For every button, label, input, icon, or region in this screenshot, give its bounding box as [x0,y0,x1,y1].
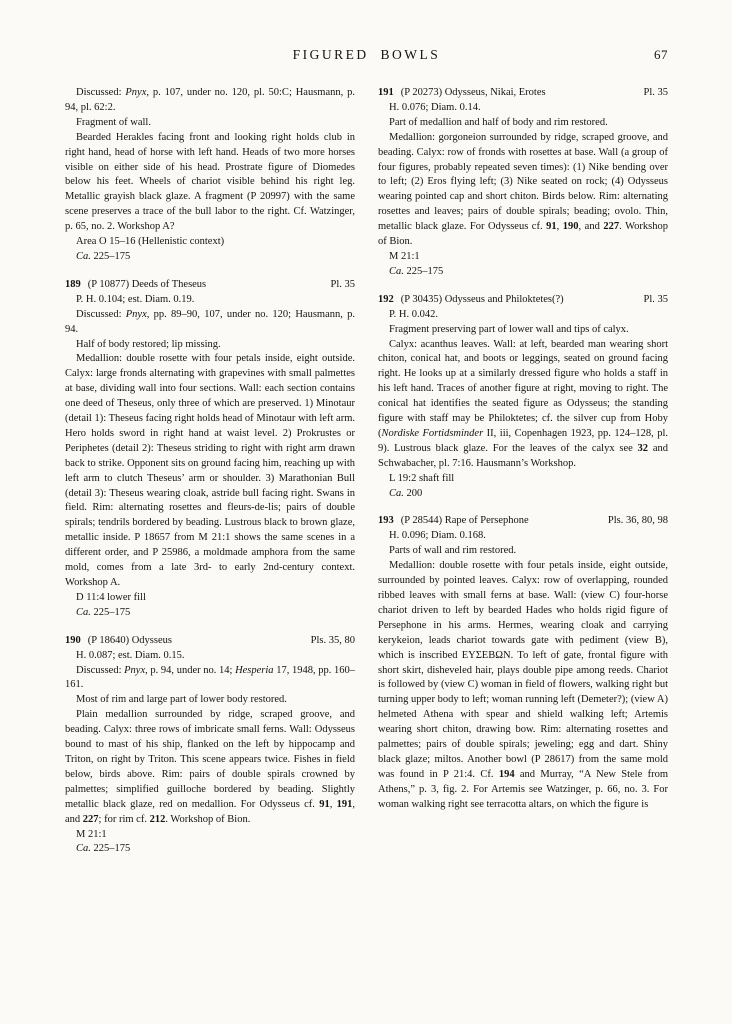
page-number: 67 [654,47,668,62]
bold-cross-reference: 190 [562,221,579,233]
entry-number: 189 [65,278,81,290]
text-run: 225–175 [90,250,131,262]
paragraph [65,86,355,116]
running-title: FIGURED BOWLS [292,47,441,62]
italic-text: Pnyx [124,664,146,676]
bold-cross-reference: 91 [319,798,330,810]
italic-text: Nordiske Fortidsminder [381,427,484,439]
page-header [65,46,668,64]
paragraph [65,693,355,708]
text-run: Medallion: double rosette with four petals inside, eight outside, surrounded by pointed leaves. Calyx: row of overlapping, rounded ribbed leaves with small ferns at base. Wall: (view C) four-horse chariot driven to left by bearded Hades who holds rigid figure of Persephone in his arms. Hermes, wearing cloak and carrying kerykeion, leads chariot towards gate with pediment (view B), which is inscribed ΕΥΣΕΒΩΝ. To left of gate, frontal figure with short skirt, disheveled hair, plays double pipe among reeds. Chariot is followed by (view C) woman in field of flowers, walking right but turning upper body to left; woman running left (Demeter?); (view A) helmeted Athena with spear and shield walking left; Artemis wearing short chiton, drawing bow. Rim: alternating rosettes and palmettes; pairs of double spirals; jeweling; egg and dart. Shiny black glaze; miltos. Another bowl (P 28617) from the same mold was found in P 21:4. Cf. [378,560,668,780]
catalog-data-line [65,606,355,621]
catalog-data-line [378,308,668,323]
text-run: Bearded Herakles facing front and looking right holds club in right hand, head of horse with left hand. Heads of two more horses visible on either side of his head. Prostrate figure of Diomedes below his feet. Wheels of chariot visible behind his right leg. Metallic grayish black glaze. A fragment (P 20997) with the same scene preserves a trace of the bull labor to the right. Cf. Watzinger, p. 65, no. 2. Workshop A? [65,131,355,233]
paragraph [378,116,668,131]
text-run: Part of medallion and half of body and rim restored. [389,116,608,128]
entry-heading-left [378,514,529,529]
bold-cross-reference: 194 [498,768,515,780]
text-run: Discussed: [76,87,126,98]
entry-heading [378,86,668,101]
text-run: ; for rim cf. [98,813,150,825]
text-run: Half of body restored; lip missing. [76,338,221,350]
entry-heading-left [378,293,564,308]
paragraph [65,308,355,338]
plate-reference: Pls. 35, 80 [310,634,355,646]
entry-title: (P 10877) Deeds of Theseus [87,278,207,290]
text-run: , p. 107, under no. 120, pl. 50:C; Hausmann, p. 94, pl. 62:2. [65,87,355,113]
paragraph [65,116,355,131]
paragraph [378,559,668,812]
text-run: H. 0.087; est. Diam. 0.15. [76,649,185,661]
text-run: 225–175 [90,843,131,855]
italic-text: Ca. [76,843,91,855]
text-run: , [329,798,337,810]
italic-text: Ca. [389,487,404,499]
text-run: M 21:1 [389,250,420,262]
catalog-data-line [65,250,355,265]
italic-text: Ca. [76,606,91,618]
entry-number: 193 [378,515,394,527]
text-run: II, iii, Copenhagen 1923, pp. 124–128, pl. 9). Lustrous black glaze. For the leaves of the calyx see [378,427,668,454]
text-run: D 11:4 lower fill [76,591,146,603]
catalog-data-line [378,101,668,116]
paragraph [378,338,668,472]
entry-heading-left [65,278,206,293]
paragraph [378,131,668,250]
entry-heading [65,634,355,649]
catalog-data-line [65,591,355,606]
text-run: Parts of wall and rim restored. [389,545,517,557]
text-run: P. H. 0.042. [389,308,439,320]
paragraph [65,352,355,591]
paragraph [65,338,355,353]
bold-cross-reference: 191 [336,798,353,810]
paragraph [378,544,668,559]
entry-title: (P 20273) Odysseus, Nikai, Erotes [400,87,546,98]
text-run: H. 0.096; Diam. 0.168. [389,530,486,542]
text-run: Area O 15–16 (Hellenistic context) [76,236,225,248]
text-run: Calyx: acanthus leaves. Wall: at left, bearded man wearing short chiton, conical hat, and boots or leggings, seated on ground facing right. He looks up at a similarly dressed figure who holds a staff in his left hand. Traces of another figure at right, moving to right. The conical hat identifies the seated figure as Odysseus; the standing figure with staff may be Philoktetes; cf. the silver cup from Hoby ( [378,338,668,439]
catalog-data-line [378,250,668,265]
text-run: 200 [403,487,423,499]
plate-reference: Pl. 35 [643,293,668,305]
text-run: 225–175 [90,606,131,618]
entry-number: 191 [378,87,394,98]
text-run: and Schwabacher, pl. 7:16. Hausmann’s Workshop. [378,442,668,469]
paragraph [65,664,355,694]
catalog-data-line [378,487,668,502]
entry-heading [378,293,668,308]
bold-cross-reference: 91 [546,221,557,233]
text-run: Discussed: [76,308,126,320]
entry-number: 192 [378,293,394,305]
entry-title: (P 28544) Rape of Persephone [400,515,529,527]
text-run: Most of rim and large part of lower body restored. [76,694,287,706]
text-run: , pp. 89–90, 107, under no. 120; Hausmann, p. 94. [65,308,355,335]
bold-cross-reference: 227 [603,221,620,233]
text-run: M 21:1 [76,828,107,840]
bold-cross-reference: 32 [637,442,649,454]
entry-heading-left [65,634,172,649]
entry-title: (P 30435) Odysseus and Philoktetes(?) [400,293,564,305]
catalog-data-line [65,235,355,250]
text-run: , [556,221,563,233]
text-run: . Workshop of Bion. [165,813,251,825]
entry-heading [65,278,355,293]
catalog-data-line [378,529,668,544]
entry-heading-left [378,86,546,101]
catalog-data-line [65,649,355,664]
text-run: 17, 1948, pp. 160–161. [65,664,355,691]
text-run: Plain medallion surrounded by ridge, scraped groove, and beading. Calyx: three rows of imbricate small ferns. Wall: Odysseus bound to mast of his ship, flanked on the left by hippocamp and Triton, on right by Triton. This scene appears twice. Fishes in field below, birds above. Rim: pairs of double spirals crowned by palmettes; simplified guilloche bordered by beading. Slightly metallic black glaze, red on medallion. For Odysseus cf. [65,709,355,810]
text-run: , p. 94, under no. 14; [145,664,236,676]
bold-cross-reference: 227 [82,813,99,825]
text-run: Fragment of wall. [76,116,151,128]
text-run: Fragment preserving part of lower wall and tips of calyx. [389,323,629,335]
text-run: 225–175 [403,265,444,277]
text-run: P. H. 0.104; est. Diam. 0.19. [76,293,195,305]
catalog-data-line [378,265,668,280]
bold-cross-reference: 212 [149,813,166,825]
text-run: . Workshop of Bion. [378,221,668,248]
plate-reference: Pl. 35 [330,278,355,290]
text-run: Medallion: gorgoneion surrounded by ridge, scraped groove, and beading. Calyx: row of fronds with rosettes at base. Wall (a group of four figures, probably repeated seven times): (1) Nike bending over to left; (2) Eros flying left; (3) Nike seated on rock; (4) Odysseus wearing pointed cap and short chiton. Birds below. Rim: alternating rosettes and leaves; pairs of double spirals; beading; ovolo. Thin, metallic black glaze. For Odysseus cf. [378,131,668,233]
left-column [65,86,355,857]
plate-reference: Pl. 35 [643,87,668,98]
entry-number: 190 [65,634,81,646]
paragraph [378,323,668,338]
text-run: , and [65,798,355,825]
italic-text: Ca. [76,250,91,262]
text-run: H. 0.076; Diam. 0.14. [389,101,481,113]
italic-text: Pnyx [125,87,147,98]
paragraph [65,708,355,827]
catalog-data-line [65,293,355,308]
catalog-data-line [65,828,355,843]
text-run: L 19:2 shaft fill [389,472,455,484]
paragraph [65,131,355,235]
text-run: Discussed: [76,664,125,676]
right-column [378,86,668,857]
entry-title: (P 18640) Odysseus [87,634,172,646]
catalog-data-line [65,842,355,857]
text-run: Medallion: double rosette with four petals inside, eight outside. Calyx: large fronds alternating with grapevines with small palmettes at base, dividing wall into four sections. Wall: each section contains one deed of Theseus, only three of which are preserved. 1) Minotaur (detail 1): Theseus facing right holds head of Minotaur with left arm. Hero holds sword in right hand at waist level. 2) Prokrustes or Periphetes (detail 2): Theseus striding to right with right arm drawn back to strike. Opponent sits on ground facing him, reaching up with left arm to clutch Theseus’ arm or shoulder. 3) Marathonian Bull (detail 3): Theseus wearing cloak, astride bull facing right. Swans in field. Rim: alternating rosettes and fleurs-de-lis; pairs of double spirals; tendrils bordered by beading. Lustrous black to brown glaze, metallic inside. P 18657 from M 21:1 shows the same scenes in a different order, and P 25986, a moldmade amphora from the same mold, comes from a late 3rd- to early 2nd-century context. Workshop A. [65,353,355,588]
text-run: and Murray, “A New Stele from Athens,” p. 3, fig. 2. For Artemis see Watzinger, p. 66, no. 3. For woman walking right see terracotta altars, on which the figure is [378,768,668,810]
plate-reference: Pls. 36, 80, 98 [607,515,668,527]
entry-heading [378,514,668,529]
italic-text: Hesperia [235,664,274,676]
text-run: , and [578,221,604,233]
catalog-data-line [378,472,668,487]
italic-text: Pnyx [125,308,147,320]
italic-text: Ca. [389,265,404,277]
text-columns [65,86,668,857]
